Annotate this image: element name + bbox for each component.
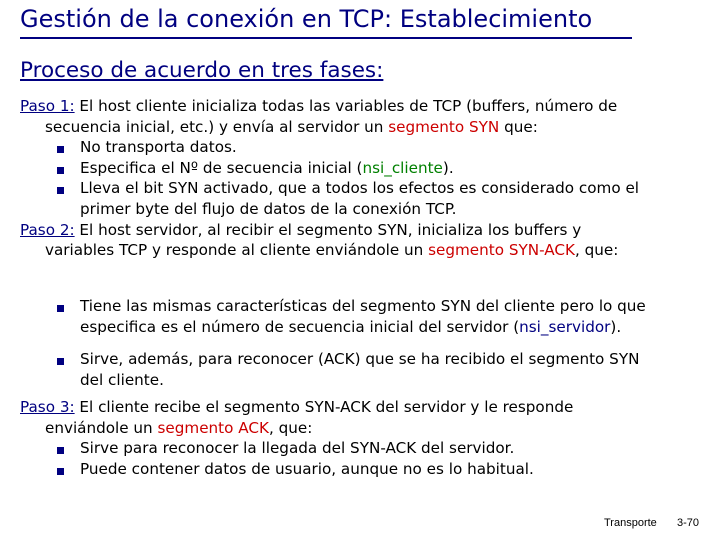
paso2-label: Paso 2:: [20, 220, 75, 239]
paso2-line2: variables TCP y responde al cliente enviándole un segmento SYN-ACK, que:: [45, 241, 619, 260]
nsi-cliente-highlight: nsi_cliente: [362, 158, 443, 177]
paso1-bullet3a: Lleva el bit SYN activado, que a todos los efectos es considerado como el: [80, 179, 640, 198]
paso2-bullet1b: especifica es el número de secuencia inicial del servidor (nsi_servidor).: [80, 317, 622, 336]
title-underline: [20, 37, 632, 39]
paso1-label: Paso 1:: [20, 97, 75, 115]
paso2-bullet1a: Tiene las mismas características del segmento SYN del cliente pero lo que: [80, 297, 646, 315]
paso1-line1: Paso 1: El host cliente inicializa todas las variables de TCP (buffers, número de: [20, 97, 618, 115]
bullet-icon: [57, 187, 64, 194]
paso3-bullet1: Sirve para reconocer la llegada del SYN-ACK del servidor.: [80, 439, 515, 458]
paso3-line1: Paso 3: El cliente recibe el segmento SYN-ACK del servidor y le responde: [20, 398, 574, 416]
slide-subtitle: Proceso de acuerdo en tres fases:: [20, 58, 384, 83]
paso2-line1: Paso 2: El host servidor, al recibir el segmento SYN, inicializa los buffers y: [20, 220, 582, 239]
paso1-bullet3b: primer byte del flujo de datos de la conexión TCP.: [80, 200, 457, 218]
bullet-icon: [57, 305, 64, 312]
paso3-bullet2: Puede contener datos de usuario, aunque no es lo habitual.: [80, 459, 534, 478]
bullet-icon: [57, 167, 64, 174]
nsi-servidor-highlight: nsi_servidor: [519, 317, 611, 336]
paso1-line2: secuencia inicial, etc.) y envía al servidor un segmento SYN que:: [45, 117, 538, 136]
footer-page-number: 3-70: [677, 517, 700, 529]
syn-segment-highlight: segmento SYN: [388, 117, 500, 136]
bullet-icon: [57, 146, 64, 153]
footer-section: Transporte: [604, 517, 657, 529]
ack-segment-highlight: segmento ACK: [157, 418, 269, 437]
syn-ack-segment-highlight: segmento SYN-ACK: [428, 241, 575, 260]
paso1-bullet1: No transporta datos.: [80, 138, 237, 157]
paso3-line2: enviándole un segmento ACK, que:: [45, 418, 313, 437]
paso3-label: Paso 3:: [20, 398, 75, 416]
bullet-icon: [57, 447, 64, 454]
paso2-bullet2b: del cliente.: [80, 370, 164, 389]
bullet-icon: [57, 468, 64, 475]
slide-title: Gestión de la conexión en TCP: Establecimiento: [20, 5, 593, 33]
paso2-bullet2a: Sirve, además, para reconocer (ACK) que se ha recibido el segmento SYN: [80, 350, 640, 368]
paso1-bullet2: Especifica el Nº de secuencia inicial (nsi_cliente).: [80, 158, 454, 177]
bullet-icon: [57, 358, 64, 365]
